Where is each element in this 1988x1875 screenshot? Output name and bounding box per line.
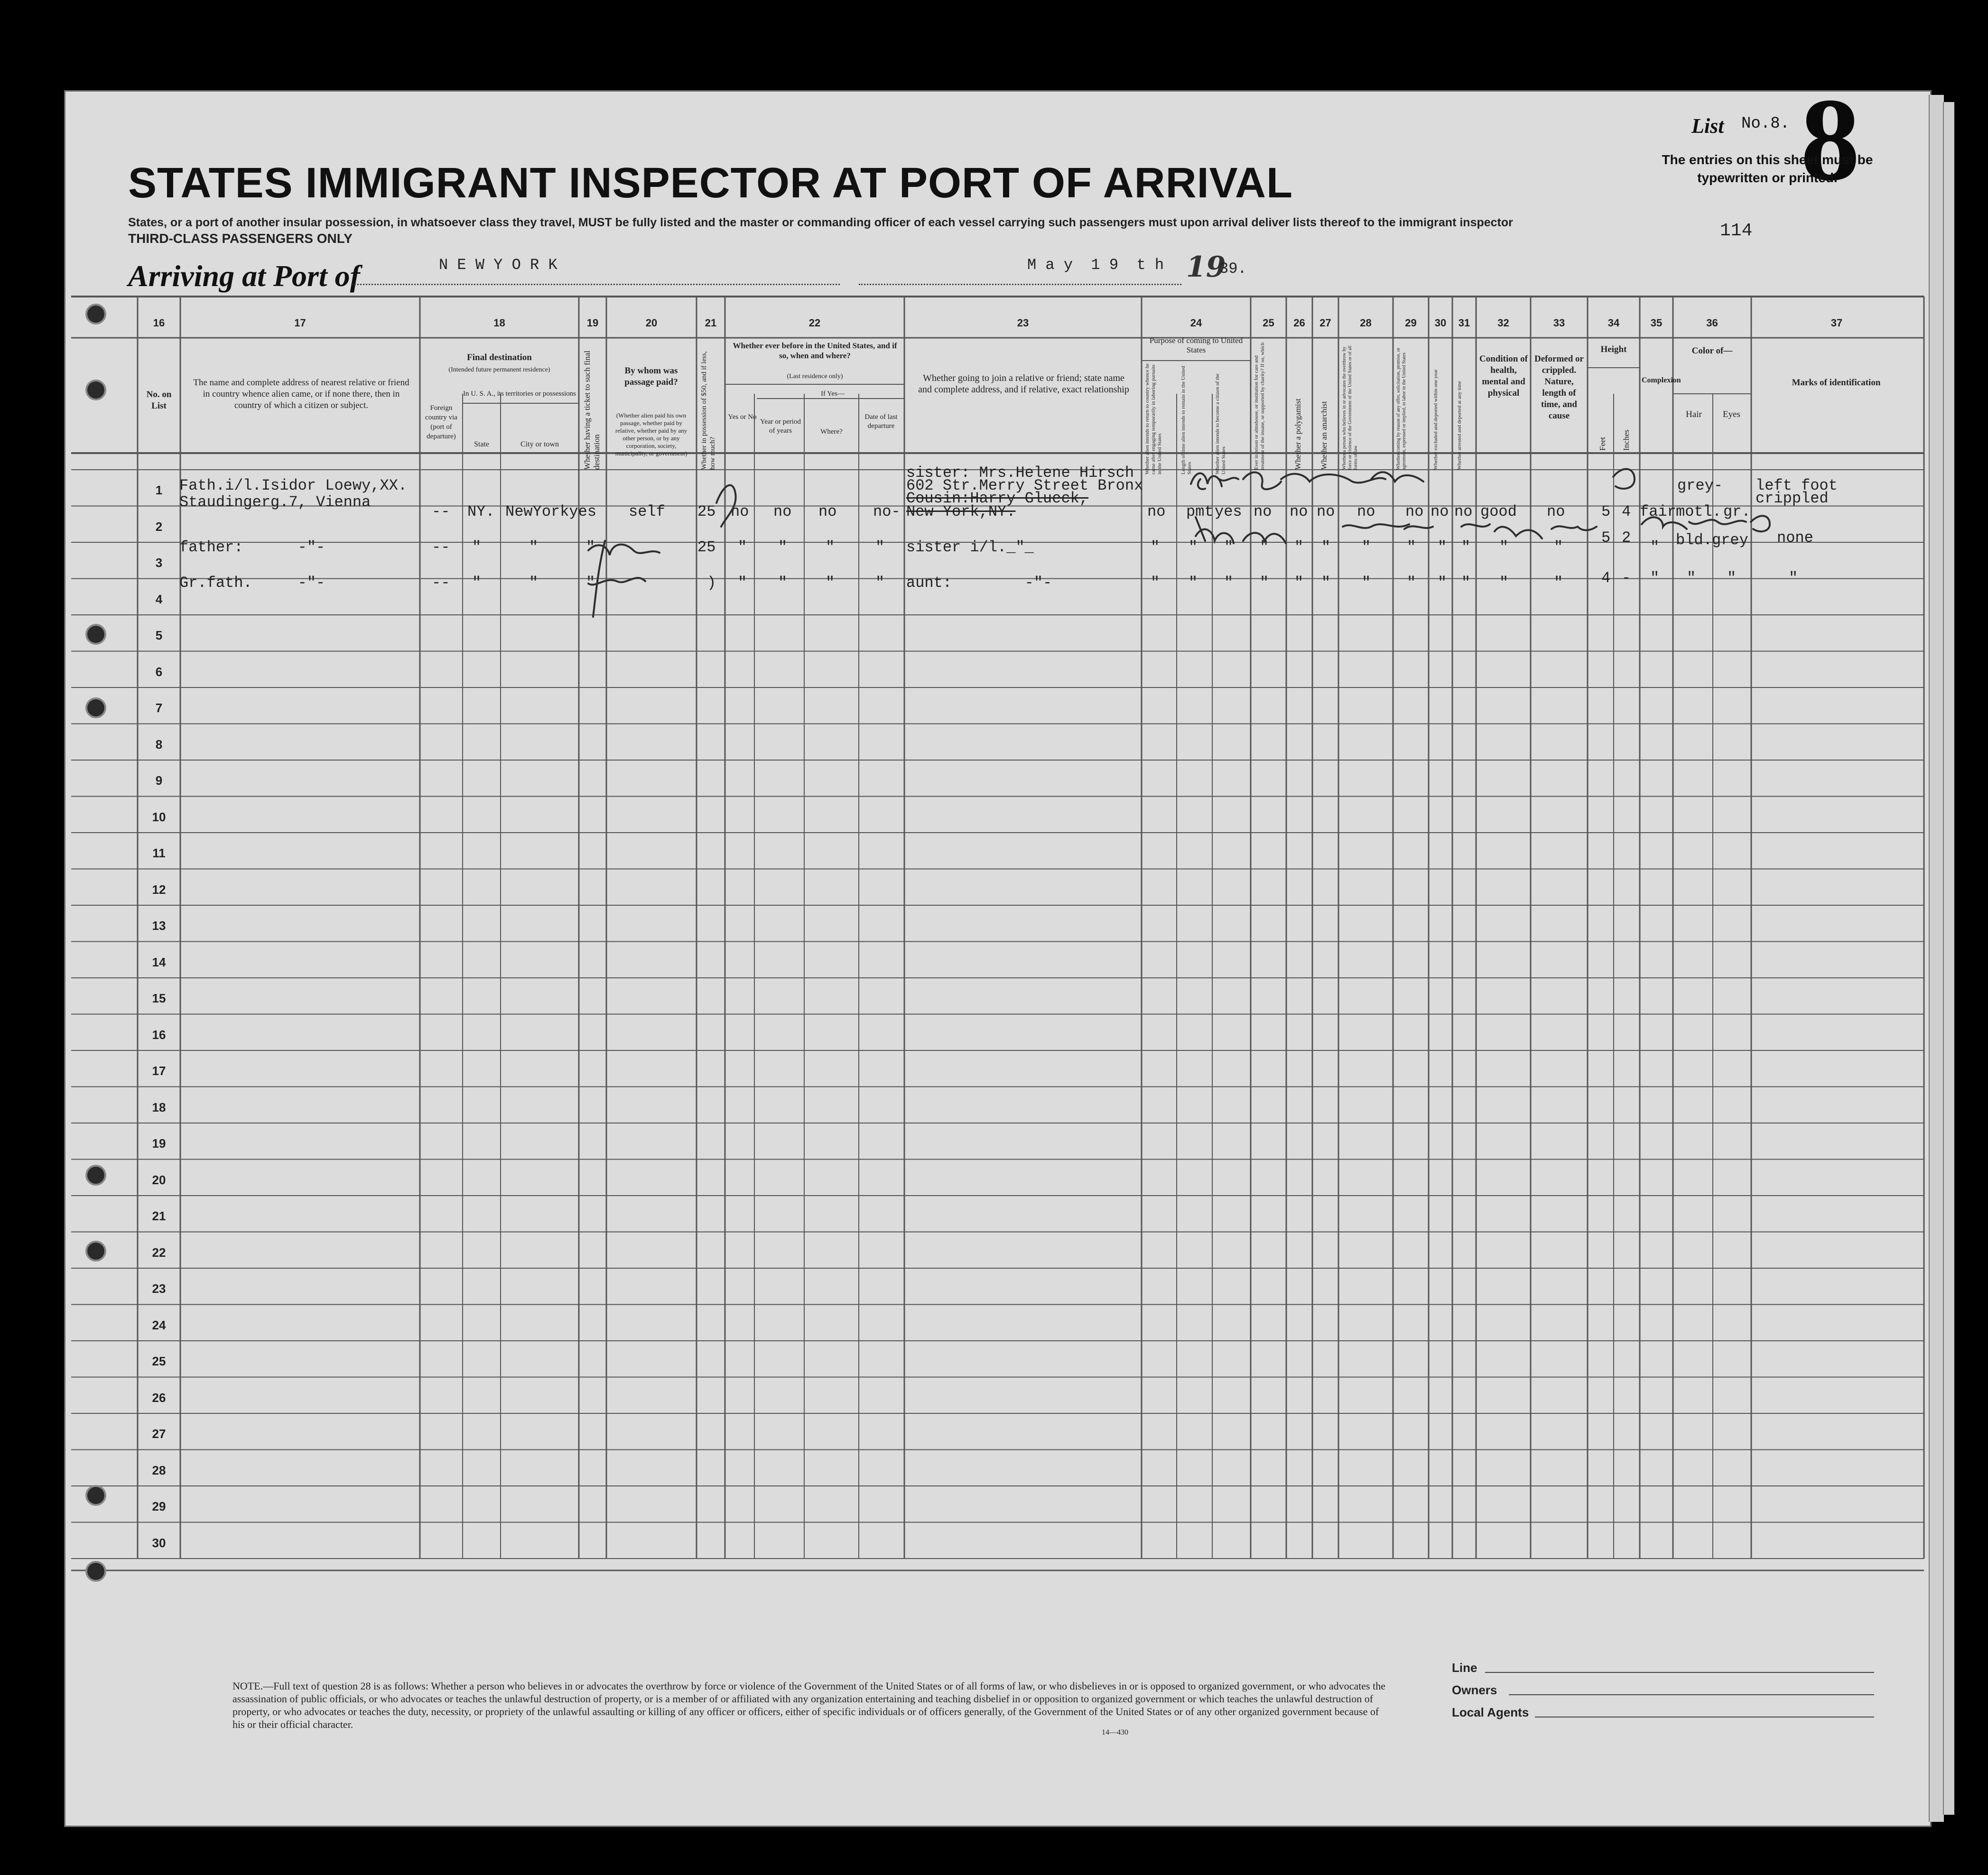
col19-header: Whether having a ticket to such final destination	[583, 350, 601, 470]
row3-inches: -	[1622, 569, 1631, 587]
row2-labor: "	[1407, 538, 1416, 556]
punch-hole	[85, 1241, 106, 1262]
row2-state: "	[472, 538, 482, 556]
col-number-22: 22	[808, 317, 821, 329]
col-number-18: 18	[493, 317, 505, 329]
row2-join: sister i/l._"_	[906, 538, 1034, 556]
local-agents-label: Local Agents	[1452, 1705, 1529, 1719]
row1-join-1: sister: Mrs.Helene Hirsch	[906, 464, 1134, 482]
col32-header: Condition of health, mental and physical	[1479, 354, 1528, 398]
row3-citizen: "	[1224, 574, 1234, 592]
col-number-33: 33	[1553, 317, 1565, 329]
row2-overthrow: "	[1362, 538, 1371, 556]
class-note: THIRD-CLASS PASSENGERS ONLY	[128, 231, 353, 246]
row-number: 28	[152, 1463, 166, 1477]
row1-excluded: no	[1431, 503, 1449, 520]
row1-state: NY.	[467, 503, 495, 520]
col34-feet: Feet	[1598, 436, 1607, 451]
col34-header: Height	[1600, 344, 1627, 354]
row2-money: 25	[697, 538, 716, 556]
row1-labor: no	[1405, 503, 1424, 520]
row1-anarchist: no	[1317, 503, 1335, 520]
col-number-25: 25	[1263, 317, 1274, 329]
row2-relative: father: -"-	[179, 538, 325, 556]
col-number-24: 24	[1190, 317, 1202, 329]
row1-paid-by: self	[629, 503, 665, 520]
col-number-37: 37	[1830, 317, 1843, 329]
col16-header: No. on List	[146, 390, 172, 411]
row1-return: no	[1147, 503, 1166, 520]
col-number-30: 30	[1434, 317, 1447, 329]
row-number: 3	[155, 556, 163, 570]
punch-hole	[85, 1165, 106, 1186]
row-number: 30	[152, 1535, 166, 1550]
row3-excluded: "	[1438, 574, 1447, 592]
row-number: 27	[152, 1427, 166, 1441]
date-value: M a y 1 9 t h	[1027, 256, 1164, 274]
list-big-number: 8	[1801, 74, 1860, 205]
col-number-32: 32	[1497, 317, 1509, 329]
col24-header: Purpose of coming to United States	[1149, 336, 1243, 354]
col-number-31: 31	[1458, 317, 1470, 329]
col30-header: Whether excluded and deported within one year	[1433, 369, 1439, 470]
row1-join-4: New York,NY.	[906, 503, 1016, 520]
col-number-17: 17	[294, 317, 306, 329]
col25-header: Ever in prison or almshouse, or institution for care and treatment of the insane, or supported by charity? If so, which	[1254, 342, 1265, 470]
col26-header: Whether a polygamist	[1293, 398, 1302, 470]
col22-sub: (Last residence only)	[787, 373, 843, 380]
row-number: 12	[152, 882, 166, 897]
col20-header: By whom was passage paid?	[624, 366, 678, 387]
owners-label: Owners	[1452, 1683, 1497, 1697]
col-number-36: 36	[1706, 317, 1718, 329]
row1-join-3: Cousin:Harry Glueck,	[906, 490, 1089, 507]
punch-hole	[85, 624, 106, 645]
col-number-29: 29	[1405, 317, 1417, 329]
row3-foreign-country: --	[432, 574, 450, 592]
col21-header: Whether in possession of $50, and if less, how much?	[700, 351, 716, 470]
row3-deported: "	[1461, 574, 1471, 592]
col36-eyes: Eyes	[1723, 409, 1740, 419]
row3-polygamist: "	[1294, 574, 1304, 592]
col18-foreign: Foreign country via (port of departure)	[425, 404, 457, 440]
row3-state: "	[472, 574, 482, 592]
row1-marks: left foot	[1756, 477, 1838, 494]
row1-departure: no-	[873, 503, 901, 520]
row2-foreign-country: --	[432, 538, 450, 556]
col31-header: Whether arrested and deported at any time	[1457, 381, 1462, 470]
col-number-26: 26	[1293, 317, 1305, 329]
row2-citizen: "	[1224, 538, 1234, 556]
row1-where: no	[818, 503, 837, 520]
row2-complexion: "	[1650, 538, 1660, 556]
row-number: 7	[155, 701, 163, 715]
row3-ever-before: "	[738, 574, 747, 592]
row3-join: aunt: -"-	[906, 574, 1052, 592]
col-number-21: 21	[705, 317, 717, 329]
col23-header: Whether going to join a relative or friend; state name and complete address, and if relative, exact relationship	[918, 373, 1129, 395]
col24-length: Length of time alien intends to remain in the United States	[1180, 366, 1192, 474]
row-number: 16	[152, 1027, 166, 1042]
col18-state: State	[474, 440, 489, 448]
col17-header: The name and complete address of nearest relative or friend in country whence alien came, or if none there, then in country of which a citizen or subject.	[193, 378, 409, 410]
col-number-27: 27	[1319, 317, 1331, 329]
row1-hair: grey-	[1677, 477, 1723, 494]
col24-return: Whether alien intends to return to country whence he came after engaging temporarily in laboring pursuits in the United States	[1144, 363, 1162, 474]
row1-eyes: gr.	[1723, 503, 1751, 520]
col-number-19: 19	[586, 317, 599, 329]
row-number: 29	[152, 1499, 166, 1513]
row-number: 4	[155, 592, 163, 606]
col22-yesno: Yes or No	[728, 413, 757, 421]
col22-year: Year or period of years	[760, 418, 801, 435]
row1-health: good	[1480, 503, 1517, 520]
row2-return: "	[1151, 538, 1160, 556]
punch-hole	[85, 380, 106, 400]
row3-hair: "	[1687, 569, 1696, 587]
row-number: 18	[152, 1100, 166, 1114]
col-number-28: 28	[1360, 317, 1372, 329]
col18-header: Final destination	[467, 353, 532, 362]
page-subtitle: States, or a port of another insular possession, in whatsoever class they travel, MUST be fully listed and the master or commanding officer of each vessel carrying such passengers must upon arrival deliver lists thereof to the immigrant inspector	[128, 216, 1513, 229]
row-number: 24	[152, 1318, 166, 1332]
row2-anarchist: "	[1321, 538, 1331, 556]
row3-labor: "	[1407, 574, 1416, 592]
row2-hair: bld.	[1676, 531, 1712, 549]
row2-marks: none	[1777, 529, 1813, 547]
row3-deformed: "	[1554, 574, 1563, 592]
col22-header: Whether ever before in the United States, and if so, when and where?	[733, 341, 897, 360]
row3-marks: "	[1789, 569, 1798, 587]
punch-hole	[85, 1561, 106, 1582]
row2-eyes: grey	[1712, 531, 1748, 549]
row1-citizen: yes	[1215, 503, 1242, 520]
col-number-20: 20	[645, 317, 658, 329]
row-number: 1	[155, 483, 163, 497]
row1-length: pmt	[1186, 503, 1214, 520]
row3-where: "	[826, 574, 835, 592]
row1-polygamist: no	[1290, 503, 1308, 520]
entries-note: The entries on this sheet must be typewritten or printed.	[1662, 152, 1873, 185]
col-number-23: 23	[1017, 317, 1029, 329]
row-number: 17	[152, 1064, 166, 1078]
row2-health: "	[1499, 538, 1509, 556]
row3-money: )	[707, 574, 716, 592]
row1-hair-2: motl.	[1676, 503, 1722, 520]
owners-field	[1509, 1694, 1874, 1695]
col-number-35: 35	[1650, 317, 1663, 329]
row1-prison: no	[1254, 503, 1272, 520]
row1-year: no	[773, 503, 792, 520]
row3-paid-by: "	[586, 574, 595, 592]
row2-where: "	[826, 538, 835, 556]
row-number: 10	[152, 809, 166, 824]
col-number-16: 16	[153, 317, 165, 329]
row3-overthrow: "	[1362, 574, 1371, 592]
col27-header: Whether an anarchist	[1319, 401, 1328, 470]
row1-deported: no	[1454, 503, 1473, 520]
row2-deported: "	[1461, 538, 1471, 556]
row2-excluded: "	[1438, 538, 1447, 556]
row1-relative-name: Fath.i/l.Isidor Loewy,XX.	[179, 477, 408, 494]
col33-header: Deformed or crippled. Nature, length of time, and cause	[1534, 354, 1584, 421]
row1-deformed: no	[1547, 503, 1565, 520]
col22-where: Where?	[820, 428, 843, 436]
col18-sub: (Intended future permanent residence)	[448, 366, 550, 373]
row2-feet: 5	[1601, 529, 1611, 547]
row2-paid-by: "	[586, 538, 595, 556]
col28-header: Whether a person who believes in or advocates the overthrow by force or violence of the Government of the United States or of all forms of law	[1342, 345, 1358, 470]
list-label: List	[1691, 114, 1724, 138]
col35-header: Complexion	[1642, 376, 1681, 384]
row3-year: "	[778, 574, 788, 592]
row-number: 11	[152, 846, 166, 860]
row3-feet: 4	[1601, 569, 1611, 587]
punch-hole	[85, 304, 106, 325]
col36-hair: Hair	[1686, 409, 1702, 419]
row2-inches: 2	[1622, 529, 1631, 547]
row3-complexion: "	[1650, 569, 1660, 587]
row2-year: "	[778, 538, 788, 556]
col34-inches: Inches	[1622, 429, 1631, 451]
row3-anarchist: "	[1321, 574, 1331, 592]
row-number: 8	[155, 737, 163, 752]
row1-join-2: 602 Str.Merry Street Bronx	[906, 477, 1143, 494]
row-number: 9	[155, 773, 163, 788]
row-number: 15	[152, 991, 166, 1005]
row3-length: "	[1189, 574, 1198, 592]
page-title: STATES IMMIGRANT INSPECTOR AT PORT OF ARRIVAL	[128, 159, 1293, 207]
row-number: 25	[152, 1354, 166, 1368]
sheet-code: 114	[1720, 221, 1753, 241]
row1-city: NewYorkyes	[505, 503, 597, 520]
row-number: 19	[152, 1136, 166, 1151]
row3-return: "	[1151, 574, 1160, 592]
row3-city: "	[529, 574, 539, 592]
row2-prison: "	[1260, 538, 1269, 556]
col22-ifyes: If Yes—	[820, 390, 845, 398]
list-number: No.8.	[1741, 115, 1790, 133]
col24-citizen: Whether alien intends to become a citizen of the United States	[1215, 373, 1226, 474]
col36-header: Color of—	[1691, 346, 1733, 356]
col20-note: (Whether alien paid his own passage, whether paid by relative, whether paid by any other person, or by any corporation, society, municipality, or government)	[615, 412, 687, 457]
form-code: 14—430	[1102, 1728, 1128, 1736]
row1-ever-before: no	[731, 503, 749, 520]
row1-overthrow: no	[1357, 503, 1375, 520]
row3-prison: "	[1260, 574, 1269, 592]
col37-header: Marks of identification	[1792, 378, 1881, 388]
col18-usa: In U. S. A., its territories or possessions	[463, 390, 576, 398]
year-suffix: 39.	[1219, 260, 1247, 278]
row1-foreign-country: --	[432, 503, 450, 520]
port-value: N E W Y O R K	[439, 256, 557, 274]
row3-health: "	[1499, 574, 1509, 592]
row2-ever-before: "	[738, 538, 747, 556]
row-number: 6	[155, 664, 163, 679]
punch-hole	[85, 1485, 106, 1506]
row2-deformed: "	[1554, 538, 1563, 556]
row3-departure: "	[875, 574, 885, 592]
row1-complexion: fair	[1640, 503, 1676, 520]
row2-polygamist: "	[1294, 538, 1304, 556]
row-number: 21	[152, 1209, 166, 1223]
arriving-label: Arriving at Port of	[128, 259, 360, 293]
row-number: 23	[152, 1281, 166, 1296]
punch-hole	[85, 697, 106, 718]
col18-city: City or town	[520, 440, 559, 448]
row-number: 26	[152, 1390, 166, 1405]
question-28-note: NOTE.—Full text of question 28 is as follows: Whether a person who believes in or advocates the overthrow by force or violence of the Government of the United States or of all forms of law, or who disbelieves in or is opposed to organized government, or who advocates the assassination of public officials, or who advocates or teaches the unlawful destruction of property, or is a member of or affiliated with any organization entertaining and teaching disbelief in or opposition to organized government or which teaches the unlawful destruction of property, or who advocates or teaches the duty, necessity, or propriety of the unlawful assaulting or killing of any officer or officers, either of specific individuals or of officers generally, of the Government of the United States or of any other organized government because of his or their official character.	[232, 1680, 1385, 1730]
row1-relative-address: Staudingerg.7, Vienna	[179, 493, 371, 511]
year-prefix: 19	[1186, 251, 1226, 284]
line-label: Line	[1452, 1661, 1477, 1675]
row2-city: "	[529, 538, 539, 556]
col29-header: Whether coming by reason of any offer, solicitation, promise, or agreement, expressed or implied, to labor in the United States	[1396, 347, 1407, 470]
row2-departure: "	[875, 538, 885, 556]
row-number: 5	[155, 628, 163, 642]
row1-inches: 4	[1622, 503, 1631, 520]
row1-feet: 5	[1601, 503, 1611, 520]
row-number: 13	[152, 919, 166, 933]
line-field	[1485, 1672, 1874, 1673]
row1-money: 25	[697, 503, 716, 520]
row3-eyes: "	[1727, 569, 1737, 587]
row1-marks-2: crippled	[1756, 490, 1829, 507]
row2-length: "	[1189, 538, 1198, 556]
col-number-34: 34	[1607, 317, 1620, 329]
row-number: 20	[152, 1172, 166, 1187]
row-number: 22	[152, 1245, 166, 1260]
row3-relative: Gr.fath. -"-	[179, 574, 325, 592]
row-number: 14	[152, 955, 166, 969]
row-number: 2	[155, 519, 163, 534]
col22-date: Date of last departure	[864, 413, 898, 430]
